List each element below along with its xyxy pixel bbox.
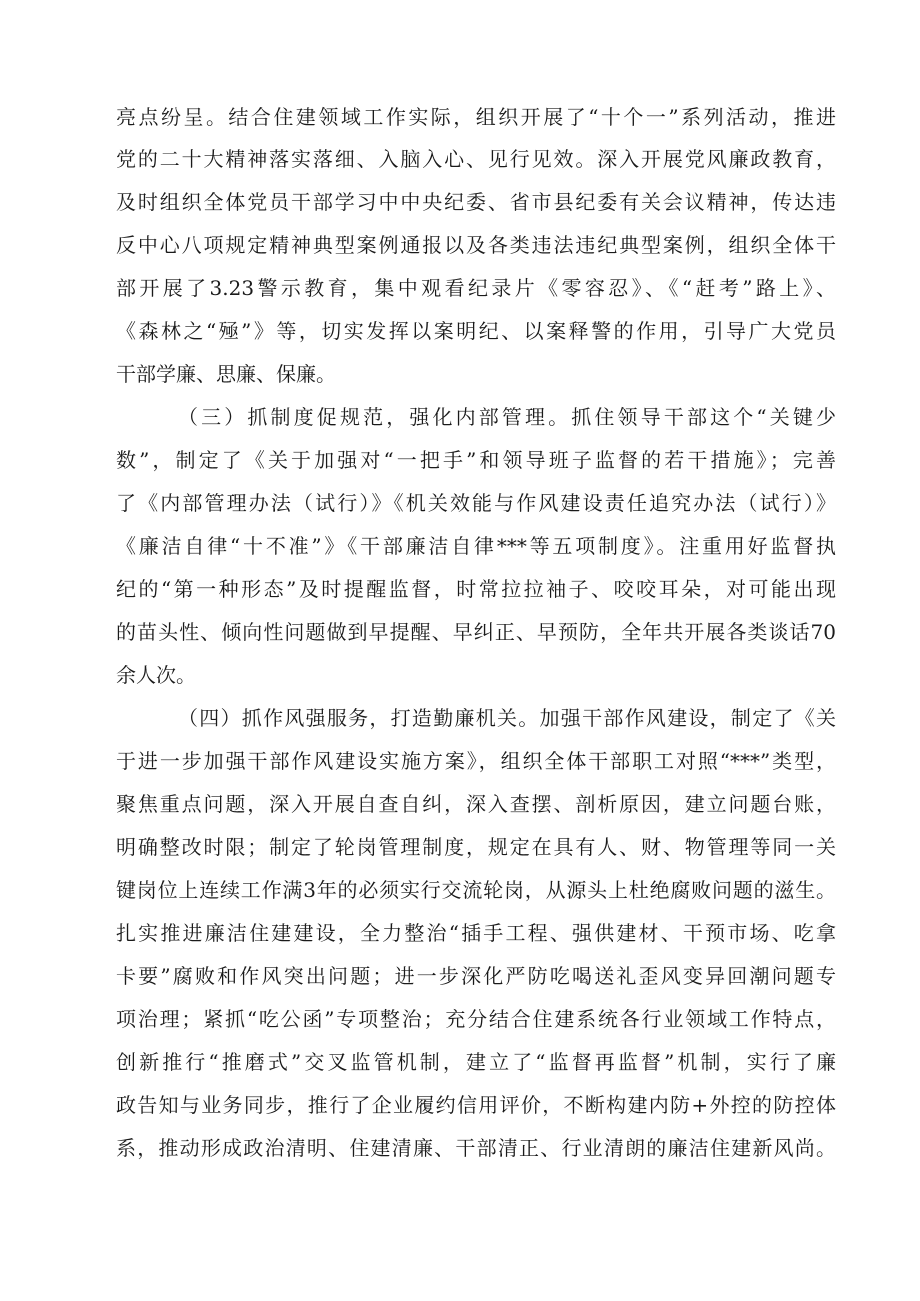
text-line-24: 政告知与业务同步，推行了企业履约信用评价，不断构建内防+外控的防控体 — [116, 1093, 836, 1117]
section-heading-4: （四）抓作风强服务，打造勤廉机关。加强干部作风建设，制定了《关 — [178, 706, 836, 730]
text-line-13: 的苗头性、倾向性问题做到早提醒、早纠正、早预防，全年共开展各类谈话70 — [116, 620, 836, 644]
text-line-14: 余人次。 — [116, 663, 196, 687]
text-line-4: 反中心八项规定精神典型案例通报以及各类违法违纪典型案例，组织全体干 — [116, 233, 836, 257]
text-line-25: 系，推动形成政治清明、住建清廉、干部清正、行业清朗的廉洁住建新风尚。 — [116, 1136, 836, 1160]
text-line-17: 聚焦重点问题，深入开展自查自纠，深入查摆、剖析原因，建立问题台账， — [116, 792, 836, 816]
text-line-18: 明确整改时限；制定了轮岗管理制度，规定在具有人、财、物管理等同一关 — [116, 835, 836, 859]
text-line-3: 及时组织全体党员干部学习中中央纪委、省市县纪委有关会议精神，传达违 — [116, 190, 836, 214]
section-heading-3: （三）抓制度促规范，强化内部管理。抓住领导干部这个“关键少 — [178, 405, 836, 429]
text-line-23: 创新推行“推磨式”交叉监管机制，建立了“监督再监督”机制，实行了廉 — [116, 1050, 836, 1074]
text-line-22: 项治理；紧抓“吃公函”专项整治；充分结合住建系统各行业领域工作特点， — [116, 1007, 836, 1031]
text-line-21: 卡要”腐败和作风突出问题；进一步深化严防吃喝送礼歪风变异回潮问题专 — [116, 964, 836, 988]
text-line-19: 键岗位上连续工作满3年的必须实行交流轮岗，从源头上杜绝腐败问题的滋生。 — [116, 878, 836, 902]
text-line-9: 数”，制定了《关于加强对“一把手”和领导班子监督的若干措施》；完善 — [116, 448, 836, 472]
text-line-10: 了《内部管理办法（试行）》《机关效能与作风建设责任追究办法（试行）》 — [116, 491, 836, 515]
text-line-2: 党的二十大精神落实落细、入脑入心、见行见效。深入开展党风廉政教育， — [116, 147, 836, 171]
text-line-7: 干部学廉、思廉、保廉。 — [116, 362, 336, 386]
text-line-6: 《森林之“殛”》等，切实发挥以案明纪、以案释警的作用，引导广大党员 — [116, 319, 836, 343]
text-line-11: 《廉洁自律“十不准”》《干部廉洁自律***等五项制度》。注重用好监督执 — [116, 534, 836, 558]
text-line-5: 部开展了3.23警示教育，集中观看纪录片《零容忍》、《“赶考”路上》、 — [116, 276, 836, 300]
text-line-20: 扎实推进廉洁住建建设，全力整治“插手工程、强供建材、干预市场、吃拿 — [116, 921, 836, 945]
text-line-1: 亮点纷呈。结合住建领域工作实际，组织开展了“十个一”系列活动，推进 — [116, 105, 836, 129]
text-line-16: 于进一步加强干部作风建设实施方案》，组织全体干部职工对照“***”类型， — [116, 749, 836, 773]
text-line-12: 纪的“第一种形态”及时提醒监督，时常拉拉袖子、咬咬耳朵，对可能出现 — [116, 577, 836, 601]
